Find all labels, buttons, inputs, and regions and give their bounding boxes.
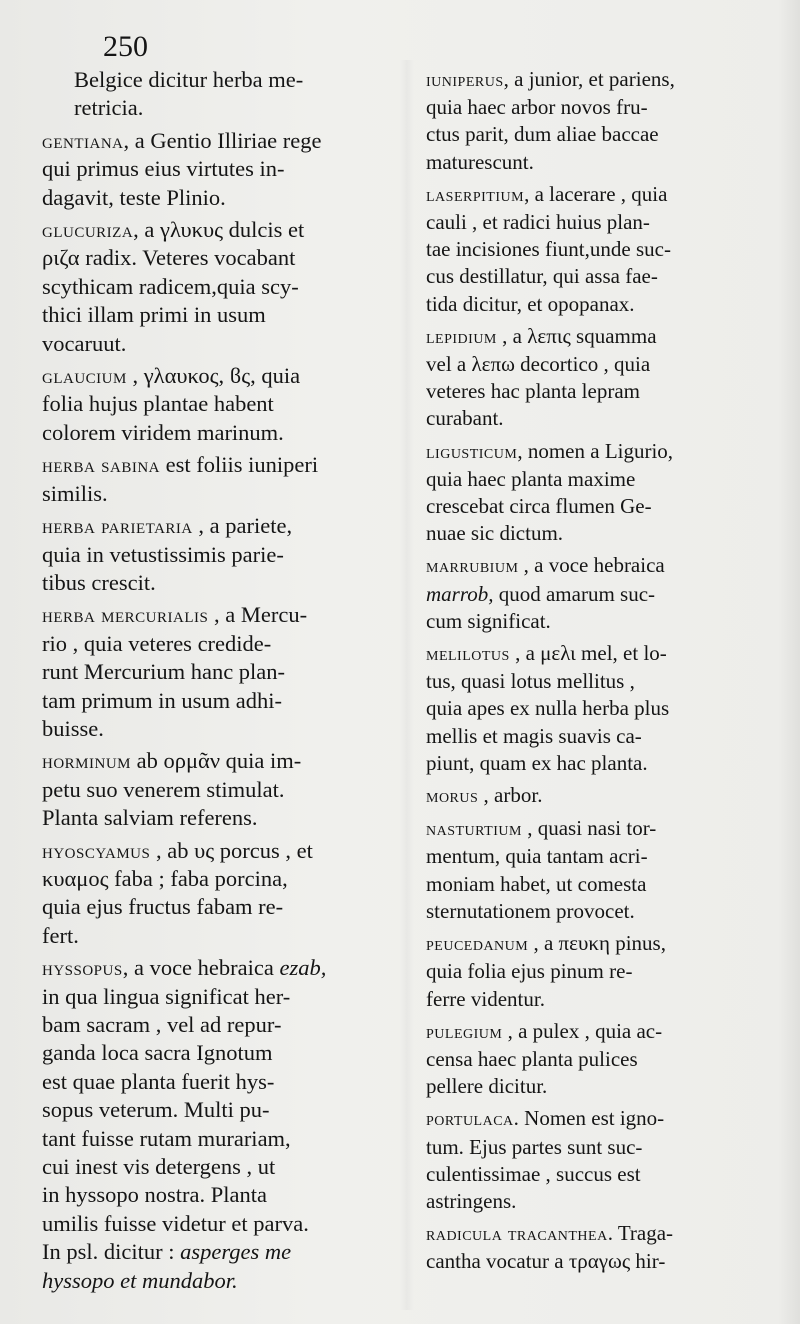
entry-horminum — [42, 747, 387, 832]
entry-line: , a lacerare , quia — [524, 181, 668, 206]
entry-line: piunt, quam ex hac planta. — [426, 750, 648, 775]
entry-line: cui inest vis detergens , ut — [42, 1154, 276, 1180]
entry-line: , a λεπις squamma — [496, 323, 657, 348]
entry-line: quia haec arbor novos fru- — [426, 95, 648, 120]
entry-line: crescebat circa flumen Ge- — [426, 494, 652, 519]
entry-line: censa haec planta pulices — [426, 1046, 638, 1071]
entry-herba-mercurialis — [42, 601, 387, 743]
entry-line: , a pulex , quia ac- — [502, 1018, 663, 1043]
entry-nasturtium — [426, 815, 770, 925]
headword: glucuriza — [42, 218, 134, 243]
entry-melilotus — [426, 640, 770, 777]
entry-italic: marrob, — [426, 581, 494, 606]
entry-line: qui primus eius virtutes in- — [42, 156, 285, 182]
entry-line: retricia. — [74, 95, 144, 121]
entry-line: buisse. — [42, 715, 104, 741]
entry-line: fert. — [42, 922, 79, 948]
entry-line: tant fuisse rutam murariam, — [42, 1125, 291, 1151]
entry-line: . Nomen est igno- — [513, 1106, 665, 1131]
headword: ligusticum — [426, 440, 518, 463]
entry-line: quia folia ejus pinum re- — [426, 959, 633, 984]
entry-line: sternutationem provocet. — [426, 898, 635, 923]
headword: herba parietaria — [42, 514, 193, 539]
headword: morus — [426, 785, 479, 808]
entry-line: est quae planta fuerit hys- — [42, 1068, 275, 1094]
entry-line: ab ορμᾶν quia im- — [131, 748, 302, 774]
entry-line: , arbor. — [478, 783, 543, 808]
headword: herba sabina — [42, 453, 161, 478]
entry-line: , nomen a Ligurio, — [517, 438, 674, 463]
entry-line: moniam habet, ut comesta — [426, 871, 647, 896]
entry-line: In psl. dicitur : — [42, 1239, 181, 1265]
entry-line: petu suo venerem stimulat. — [42, 776, 285, 802]
headword: gentiana — [42, 128, 124, 153]
entry-line: quod amarum suc- — [493, 581, 656, 606]
entry-line: tus, quasi lotus mellitus , — [426, 669, 635, 694]
entry-line: , a μελι mel, et lo- — [509, 641, 667, 666]
entry-line: vocaruut. — [42, 330, 127, 356]
entry-gentiana — [42, 127, 387, 212]
entry-peucedanum — [426, 930, 770, 1013]
entry-line: ferre videntur. — [426, 986, 545, 1011]
entry-line: maturescunt. — [426, 149, 534, 174]
entry-line: tam primum in usum adhi- — [42, 687, 282, 713]
entry-line: mellis et magis suavis ca- — [426, 723, 642, 748]
headword: pulegium — [426, 1020, 503, 1043]
entry-line: quia ejus fructus fabam re- — [42, 894, 284, 920]
entry-ligusticum — [426, 438, 770, 548]
entry-iuniperus — [426, 66, 770, 176]
headword: nasturtium — [426, 818, 522, 841]
headword: marrubium — [426, 555, 519, 578]
column-gutter — [400, 60, 414, 1310]
entry-italic: ezab, — [279, 955, 327, 981]
entry-line: umilis fuisse videtur et parva. — [42, 1210, 309, 1236]
entry-line: , a Mercu- — [208, 602, 308, 628]
entry-line: , a junior, et pariens, — [503, 67, 675, 91]
entry-glucuriza — [42, 216, 387, 358]
entry-line: in hyssopo nostra. Planta — [42, 1182, 267, 1208]
entry-line: tum. Ejus partes sunt suc- — [426, 1134, 643, 1159]
entry-line: cauli , et radici huius plan- — [426, 210, 650, 235]
entry-line: mentum, quia tantam acri- — [426, 844, 648, 869]
entry-herba-parietaria — [42, 512, 387, 597]
entry-line: astringens. — [426, 1188, 517, 1213]
headword: hyssopus — [42, 956, 123, 981]
entry-marrubium — [426, 552, 770, 635]
entry-line: colorem viridem marinum. — [42, 419, 284, 445]
entry-line: cum significat. — [426, 608, 551, 633]
left-column — [42, 66, 387, 1299]
entry-line: cantha vocatur a τραγως hir- — [426, 1249, 666, 1274]
entry-line: Planta salviam referens. — [42, 805, 258, 831]
entry-italic-line: hyssopo et mundabor. — [42, 1267, 238, 1293]
entry-line: . Traga- — [607, 1221, 674, 1246]
entry-continuation — [42, 66, 387, 123]
entry-line: , ab υς porcus , et — [150, 837, 313, 863]
entry-line: runt Mercurium hanc plan- — [42, 659, 286, 685]
entry-line: est foliis iuniperi — [160, 452, 319, 478]
headword: melilotus — [426, 643, 510, 666]
headword: horminum — [42, 749, 132, 774]
entry-line: similis. — [42, 480, 108, 506]
entry-line: quia apes ex nulla herba plus — [426, 696, 670, 721]
entry-line: , a πευκη pinus, — [528, 931, 666, 956]
entry-line: dagavit, teste Plinio. — [42, 184, 226, 210]
entry-line: , a voce hebraica — [122, 955, 280, 981]
headword: portulaca — [426, 1108, 514, 1131]
entry-line: Belgice dicitur herba me- — [74, 67, 304, 92]
entry-herba-sabina — [42, 451, 387, 508]
entry-line: nuae sic dictum. — [426, 521, 564, 546]
entry-line: tae incisiones fiunt,unde suc- — [426, 237, 671, 262]
entry-line: cus destillatur, qui assa fae- — [426, 264, 658, 289]
headword: glaucium — [42, 364, 127, 389]
entry-lepidium — [426, 323, 770, 433]
entry-line: quia in vetustissimis parie- — [42, 541, 284, 567]
entry-line: rio , quia veteres credide- — [42, 630, 272, 656]
entry-line: , γλαυκος, ϐς, quia — [126, 363, 301, 389]
page-edge-shadow — [778, 0, 800, 1324]
entry-line: , a γλυκυς dulcis et — [133, 217, 305, 243]
entry-radicula-tracanthea — [426, 1220, 770, 1275]
entry-morus — [426, 782, 770, 810]
entry-line: scythicam radicem,quia scy- — [42, 273, 299, 299]
entry-line: pellere dicitur. — [426, 1074, 548, 1099]
headword: radicula tracanthea — [426, 1223, 608, 1246]
headword: iuniperus — [426, 69, 504, 91]
headword: hyoscyamus — [42, 838, 151, 863]
entry-line: quia haec planta maxime — [426, 466, 636, 491]
entry-portulaca — [426, 1105, 770, 1215]
entry-line: κυαμος faba ; faba porcina, — [42, 865, 288, 891]
entry-line: , a voce hebraica — [518, 553, 665, 578]
headword: lepidium — [426, 325, 497, 348]
entry-line: veteres hac planta lepram — [426, 379, 640, 404]
entry-line: curabant. — [426, 406, 504, 431]
entry-laserpitium — [426, 181, 770, 318]
entry-line: thici illam primi in usum — [42, 302, 266, 328]
entry-line: bam sacram , vel ad repur- — [42, 1012, 282, 1037]
entry-line: vel a λεπω decortico , quia — [426, 352, 651, 377]
entry-line: tibus crescit. — [42, 569, 156, 595]
headword: laserpitium — [426, 183, 525, 206]
entry-line: ctus parit, dum aliae baccae — [426, 122, 659, 147]
entry-line: sopus veterum. Multi pu- — [42, 1097, 270, 1123]
entry-hyssopus — [42, 954, 387, 1295]
headword: herba mercurialis — [42, 603, 209, 628]
entry-pulegium — [426, 1018, 770, 1101]
entry-line: in qua lingua significat her- — [42, 983, 291, 1009]
entry-line: folia hujus plantae habent — [42, 391, 274, 417]
entry-line: ganda loca sacra Ignotum — [42, 1040, 273, 1066]
entry-glaucium — [42, 362, 387, 447]
headword: peucedanum — [426, 933, 529, 956]
entry-line: ριζα radix. Veteres vocabant — [42, 245, 296, 271]
entry-italic: asperges me — [180, 1239, 292, 1265]
entry-line: tida dicitur, et opopanax. — [426, 291, 635, 316]
entry-line: culentissimae , succus est — [426, 1161, 641, 1186]
entry-hyoscyamus — [42, 837, 387, 951]
right-column — [426, 66, 770, 1281]
entry-line: , a pariete, — [192, 513, 293, 539]
page-number: 250 — [103, 30, 148, 63]
entry-line: , quasi nasi tor- — [521, 816, 657, 841]
entry-line: , a Gentio Illiriae rege — [123, 127, 322, 153]
